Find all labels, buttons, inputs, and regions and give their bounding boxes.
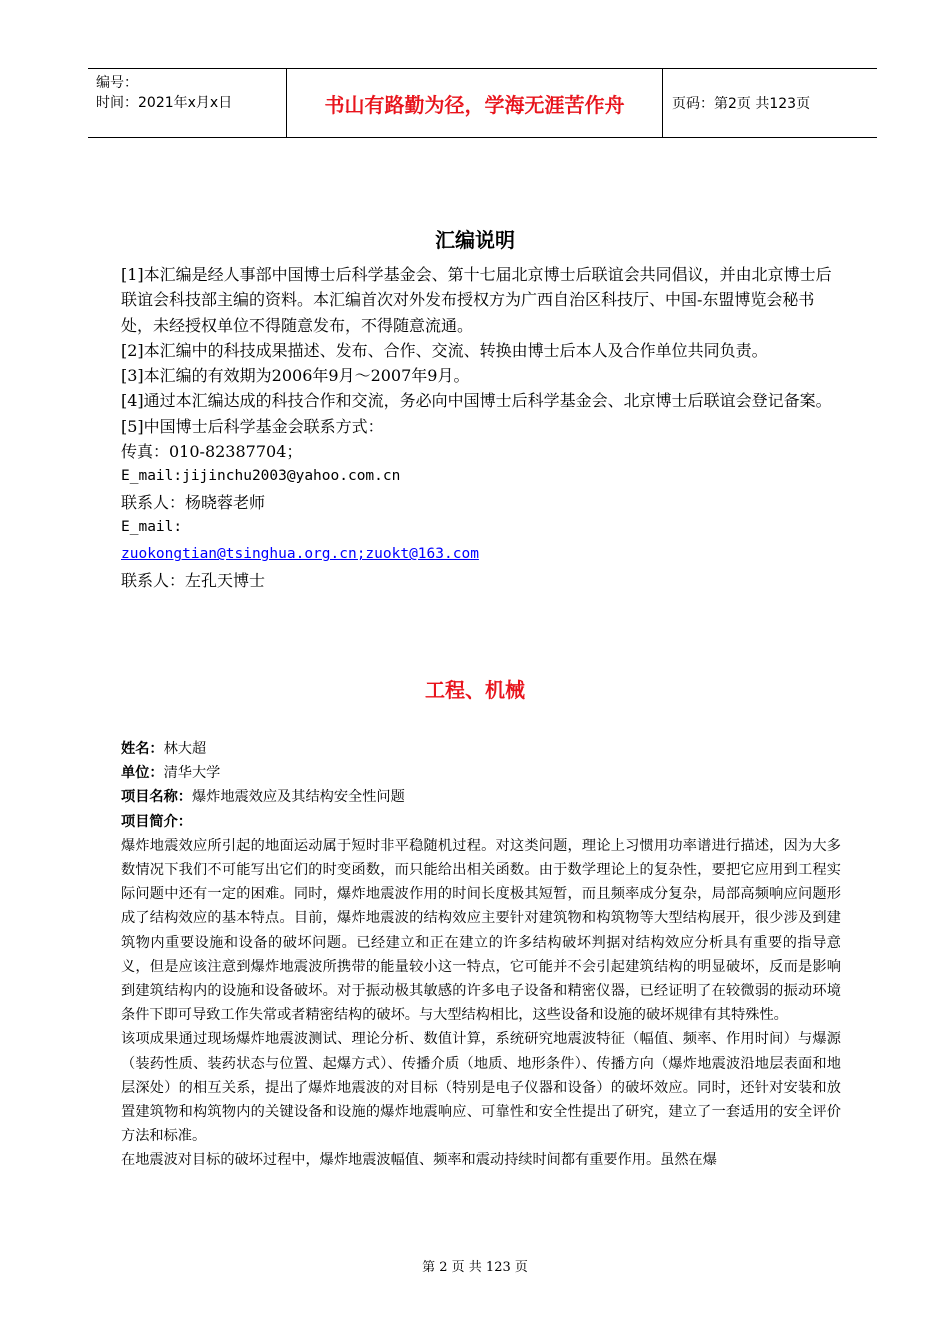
project-label: 项目名称： (121, 789, 192, 806)
unit-value: 清华大学 (163, 765, 221, 782)
project-row (121, 785, 841, 809)
note-5: [5]中国博士后科学基金会联系方式： (121, 416, 384, 436)
header-page-info: 页码：第2页 共123页 (672, 96, 811, 112)
project-entry (121, 737, 841, 1173)
header-motto: 书山有路勤为径，学海无涯苦作舟 (286, 69, 663, 137)
page-header (88, 68, 877, 138)
contact-line-1: 联系人：杨晓蓉老师 (121, 492, 266, 512)
note-2: [2]本汇编中的科技成果描述、发布、合作、交流、转换由博士后本人及合作单位共同负责。 (121, 340, 768, 360)
page-footer: 第 2 页 共 123 页 (422, 1260, 528, 1275)
project-value: 爆炸地震效应及其结构安全性问题 (191, 789, 405, 806)
description-paragraph-2: 该项成果通过现场爆炸地震波测试、理论分析、数值计算，系统研究地震波特征（幅值、频率、作用时间）与爆源（装药性质、装药状态与位置、起爆方式）、传播介质（地质、地形条件）、传播方向（爆炸地震波沿地层表面和地层深处）的相互关系，提出了爆炸地震波的对目标（特别是电子仪器和设备）的破坏效应。同时，还针对安装和放置建筑物和构筑物内的关键设备和设施的爆炸地震响应、可靠性和安全性提出了研究，建立了一套适用的安全评价方法和标准。 (121, 1031, 841, 1145)
name-label: 姓名： (121, 741, 164, 757)
name-value: 林大超 (163, 741, 207, 757)
note-4: [4]通过本汇编达成的科技合作和交流，务必向中国博士后科学基金会、北京博士后联谊会登记备案。 (121, 391, 832, 411)
email-line-1: E_mail:jijinchu2003@yahoo.com.cn (121, 468, 401, 485)
contact-line-2: 联系人：左孔天博士 (121, 570, 266, 590)
email-label-2: E_mail: (121, 518, 183, 535)
unit-row (121, 761, 841, 785)
unit-label: 单位： (121, 765, 164, 782)
note-1: [1]本汇编是经人事部中国博士后科学基金会、第十七届北京博士后联谊会共同倡议，并由北京博士后联谊会科技部主编的资料。本汇编首次对外发布授权方为广西自治区科技厅、中国-东盟博览会秘书处，未经授权单位不得随意发布，不得随意流通。 (121, 265, 832, 335)
project-description (121, 834, 841, 1173)
compilation-notes (121, 262, 845, 593)
fax-line: 传真：010-82387704； (121, 442, 303, 462)
section-title: 工程、机械 (425, 678, 525, 702)
code-label: 编号： (96, 75, 138, 91)
email-link-2[interactable]: zuokongtian@tsinghua.org.cn;zuokt@163.com (121, 546, 479, 563)
description-paragraph-3: 在地震波对目标的破坏过程中，爆炸地震波幅值、频率和震动持续时间都有重要作用。虽然在爆 (121, 1152, 717, 1169)
header-meta (88, 69, 286, 137)
name-row (121, 737, 841, 761)
time-label: 时间：2021年x月x日 (96, 95, 233, 111)
compilation-title: 汇编说明 (435, 228, 515, 252)
note-3: [3]本汇编的有效期为2006年9月～2007年9月。 (121, 366, 470, 386)
intro-label: 项目简介： (121, 813, 192, 830)
description-paragraph-1: 爆炸地震效应所引起的地面运动属于短时非平稳随机过程。对这类问题，理论上习惯用功率谱进行描述，因为大多数情况下我们不可能写出它们的时变函数，而只能给出相关函数。由于数学理论上的复杂性，要把它应用到工程实际问题中还有一定的困难。同时，爆炸地震波作用的时间长度极其短暂，而且频率成分复杂，局部高频响应问题形成了结构效应的基本特点。目前，爆炸地震波的结构效应主要针对建筑物和构筑物等大型结构展开，很少涉及到建筑物内重要设施和设备的破坏问题。已经建立和正在建立的许多结构破坏判据对结构效应分析具有重要的指导意义，但是应该注意到爆炸地震波所携带的能量较小这一特点，它可能并不会引起建筑结构的明显破坏，反而是影响到建筑结构内的设施和设备破坏。对于振动极其敏感的许多电子设备和精密仪器，已经证明了在较微弱的振动环境条件下即可导致工作失常或者精密结构的破坏。与大型结构相比，这些设备和设施的破坏规律有其特殊性。 (121, 837, 841, 1024)
